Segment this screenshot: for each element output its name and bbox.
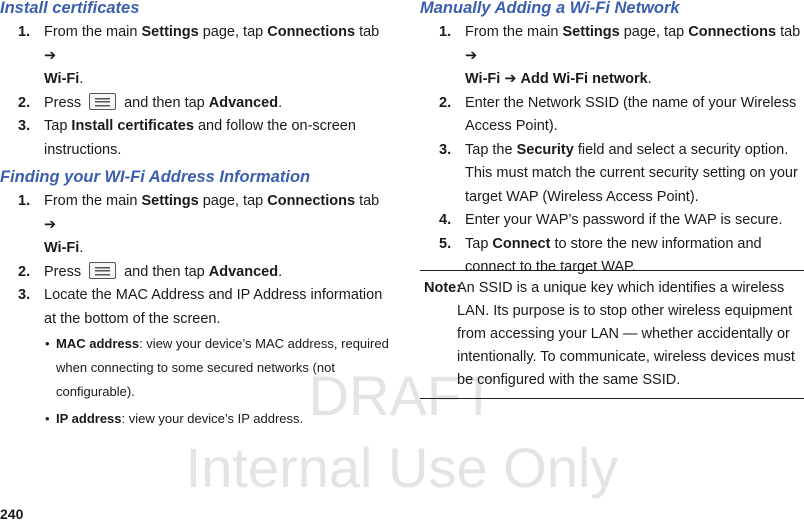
install-certificates-heading: Install certificates bbox=[0, 0, 140, 17]
step-text: Locate the MAC Address and IP Address information at the bottom of the screen. bbox=[44, 287, 383, 327]
list-item bbox=[420, 139, 804, 210]
step-number: 1. bbox=[18, 24, 31, 40]
list-item bbox=[0, 115, 392, 162]
bullet-icon: • bbox=[45, 411, 50, 426]
watermark-draft: DRAFT bbox=[308, 364, 496, 427]
note-box bbox=[420, 270, 804, 399]
list-item bbox=[420, 209, 804, 233]
step-text: Press and then tap Advanced. bbox=[44, 263, 283, 280]
step-text: Tap Connect to store the new information and connect to the target WAP. bbox=[465, 235, 762, 275]
menu-key-icon bbox=[89, 262, 116, 279]
step-number: 2. bbox=[18, 94, 31, 111]
step-number: 3. bbox=[439, 141, 452, 158]
address-bullets bbox=[0, 332, 392, 431]
step-number: 2. bbox=[439, 94, 452, 111]
step-text: Enter your WAP’s password if the WAP is secure. bbox=[465, 212, 783, 228]
step-number: 2. bbox=[18, 263, 31, 280]
list-item bbox=[0, 21, 392, 92]
step-text: From the main Settings page, tap Connections tab ➔ Wi-Fi ➔ Add Wi-Fi network. bbox=[465, 24, 801, 87]
step-number: 1. bbox=[18, 193, 31, 209]
finding-wifi-heading: Finding your WI-Fi Address Information bbox=[0, 168, 311, 186]
step-text: Press and then tap Advanced. bbox=[44, 94, 283, 111]
list-item bbox=[0, 261, 392, 285]
note-label: Note: bbox=[424, 280, 462, 296]
page-number: 240 bbox=[0, 506, 24, 522]
step-number: 5. bbox=[439, 235, 452, 252]
list-item bbox=[0, 284, 392, 331]
manual-wifi-steps bbox=[420, 21, 804, 280]
list-item bbox=[420, 21, 804, 92]
step-number: 4. bbox=[439, 212, 452, 228]
step-text: Tap Install certificates and follow the on-screen instructions. bbox=[44, 118, 356, 158]
left-column bbox=[0, 0, 392, 431]
list-item bbox=[0, 92, 392, 116]
menu-key-icon bbox=[89, 93, 116, 110]
step-number: 1. bbox=[439, 24, 452, 40]
bullet-icon: • bbox=[45, 336, 50, 351]
install-certificates-steps bbox=[0, 21, 392, 162]
note-text: An SSID is a unique key which identifies a wireless LAN. Its purpose is to stop other wireless equipment from accessing your LAN — whether accidentally or intentionally. To communicate, wireless devices must be configured with the same SSID. bbox=[457, 280, 795, 388]
step-number: 3. bbox=[18, 118, 31, 134]
step-text: Enter the Network SSID (the name of your Wireless Access Point). bbox=[465, 94, 797, 134]
list-item bbox=[420, 92, 804, 139]
list-item: • IP address: view your device’s IP address. bbox=[0, 407, 392, 431]
step-text: Tap the Security field and select a security option. This must match the current security setting on your target WAP (Wireless Access Point). bbox=[465, 141, 798, 205]
step-text: From the main Settings page, tap Connections tab ➔ Wi-Fi. bbox=[44, 193, 380, 256]
step-text: From the main Settings page, tap Connections tab ➔ Wi-Fi. bbox=[44, 24, 380, 87]
manual-wifi-heading: Manually Adding a Wi-Fi Network bbox=[420, 0, 680, 17]
list-item bbox=[0, 190, 392, 261]
list-item: • MAC address: view your device’s MAC address, required when connecting to some secured networks (not configurable). bbox=[0, 332, 392, 404]
step-number: 3. bbox=[18, 287, 31, 303]
finding-wifi-steps bbox=[0, 190, 392, 331]
right-column bbox=[420, 0, 804, 280]
watermark-internal-use: Internal Use Only bbox=[185, 436, 619, 499]
